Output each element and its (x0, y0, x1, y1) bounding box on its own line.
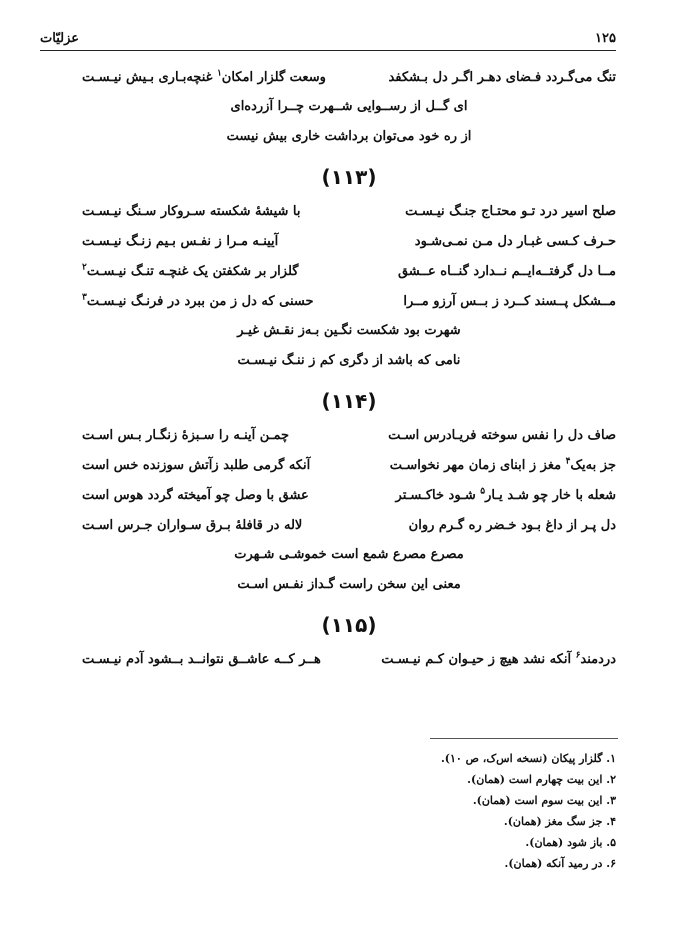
single-line: شهرت بود شکست نگـین بـه‌ز نقـش غیـر (237, 323, 461, 338)
hemistich-left: آیینـه مـرا ز نفـس بـیم زنـگ نیـسـت (82, 233, 279, 249)
couplet (82, 480, 616, 510)
couplet (82, 644, 616, 674)
hemistich-left: آنکه گرمی طلبد زآتش سوزنده خس است (82, 457, 311, 473)
footnote-marker: ۵ (480, 486, 486, 497)
hemistich-right: جز به‌یک$^۴$ مغز ز ابنای زمان مهر نخواسـت (389, 456, 616, 473)
hemistich-left: حسنی که دل ز من ببرد در فرنـگ نیـسـت$^۳$ (82, 292, 314, 309)
hemistich-left: عشق با وصل چو آمیخته گردد هوس است (82, 487, 309, 503)
footnote: ۲. این بیت چهارم است (همان). (467, 773, 616, 786)
single-line: معنی این سخن راست گـداز نفـس اسـت (237, 577, 461, 592)
footnote: ۶. در رمید آنکه (همان). (504, 857, 616, 870)
hemistich-right: شعله با خار چو شـد یـار$^۵$ شـود خاکـسـتر (395, 486, 616, 503)
footnotes (316, 748, 616, 874)
couplet (82, 196, 616, 226)
hemistich-right: تنگ می‌گـردد فـضای دهـر اگـر دل بـشکفد (388, 69, 616, 85)
hemistich-left: با شیشهٔ شکسته سـروکار سـنگ نیـسـت (82, 203, 301, 219)
poem-number: (۱۱۵) (321, 613, 377, 637)
hemistich-left: گلزار بر شکفتن یک غنچـه تنـگ نیـسـت$^۲$ (82, 262, 299, 279)
hemistich-left: لاله در قافلهٔ بـرق سـواران جـرس اسـت (82, 517, 303, 533)
hemistich-left: چمـن آینـه را سـبزهٔ زنگـار بـس اسـت (82, 427, 290, 443)
hemistich-right: مــشکل پــسند کــرد ز بــس آرزو مــرا (403, 293, 616, 309)
single-line: مصرع مصرع شمع است خموشـی شـهرت (234, 547, 464, 562)
hemistich-right: حـرف کـسی غبـار دل مـن نمـی‌شـود (414, 233, 616, 249)
hemistich-left: وسعت گلزار امکان$^۱$ غنچه‌بـاری بـیش نیـسـت (82, 68, 326, 85)
couplet (82, 510, 616, 540)
single-line: ای گــل از رســوایی شــهرت چــرا آزرده‌ای (230, 99, 468, 114)
footnote: ۳. این بیت سوم است (همان). (472, 794, 616, 807)
couplet (82, 256, 616, 286)
footnote: ۵. باز شود (همان). (525, 836, 616, 849)
hemistich-right: دردمند$^۶$ آنکه نشد هیچ ز حیـوان کـم نیـسـت (381, 650, 616, 667)
section-title: عزلیّات (40, 31, 80, 46)
couplet (82, 420, 616, 450)
single-line: از ره خود می‌توان برداشت خاری بیش نیست (226, 129, 472, 144)
footnote-marker: ۶ (575, 650, 581, 661)
footnote: ۱. گلزار پیکان (نسخه اس‌ک، ص ۱۰). (440, 752, 616, 765)
couplet (82, 450, 616, 480)
poem-number: (۱۱۳) (321, 165, 377, 189)
footnote: ۴. جز سگ مغز (همان). (503, 815, 616, 828)
couplet (82, 226, 616, 256)
hemistich-left: هــر کــه عاشــق نتوانــد بــشود آدم نیـسـت (82, 651, 321, 667)
single-line: نامی که باشد از دگری کم ز ننـگ نیـسـت (237, 353, 461, 368)
hemistich-right: صاف دل را نفس سوخته فریـادرس اسـت (388, 427, 616, 443)
hemistich-right: مــا دل گرفتــه‌ایــم نــدارد گنــاه عــشق (397, 263, 616, 279)
hemistich-right: صلح اسیر درد تـو محتـاج جنـگ نیـسـت (405, 203, 616, 219)
couplet (82, 286, 616, 316)
page-number: ۱۲۵ (595, 31, 616, 46)
poem-number: (۱۱۴) (321, 389, 377, 413)
footnote-marker: ۱ (216, 68, 222, 79)
running-header (40, 20, 616, 51)
footnote-marker: ۴ (565, 456, 571, 467)
footnote-marker: ۳ (82, 292, 87, 303)
footnote-marker: ۲ (82, 262, 87, 273)
poems-body (82, 62, 616, 674)
footnote-divider (430, 738, 618, 739)
hemistich-right: دل پـر از داغ بـود خـضر ره گـرم روان (408, 517, 616, 533)
couplet (82, 62, 616, 92)
